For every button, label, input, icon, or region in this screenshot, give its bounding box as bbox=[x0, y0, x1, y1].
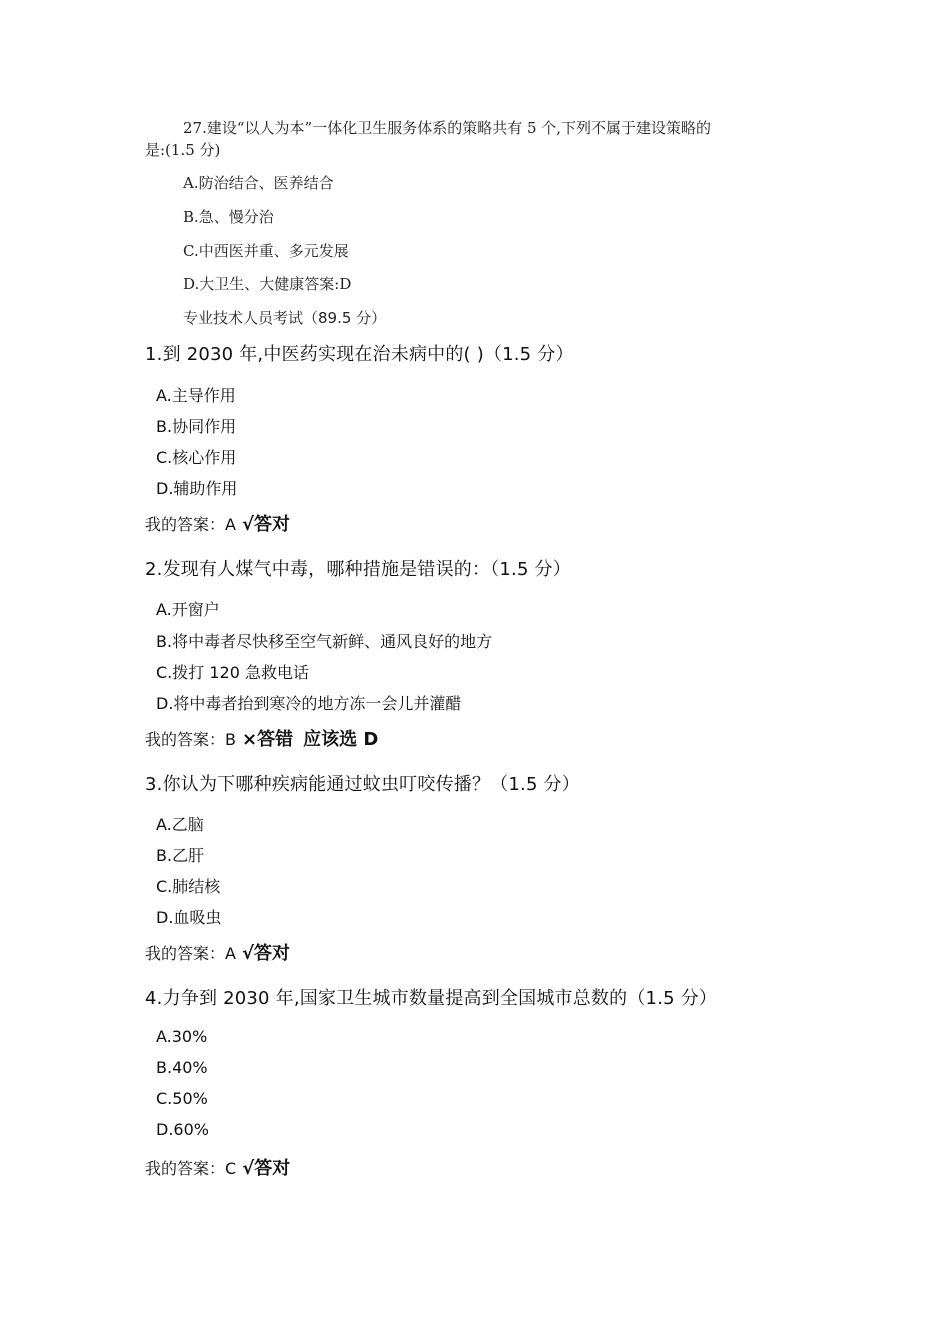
question-2-option-c: C.拨打 120 急救电话 bbox=[156, 663, 309, 682]
q27-stem-line1: 27.建设“以人为本”一体化卫生服务体系的策略共有 5 个,下列不属于建设策略的 bbox=[183, 119, 712, 137]
question-1-option-a: A.主导作用 bbox=[156, 386, 236, 405]
question-2-option-d: D.将中毒者抬到寒冷的地方冻一会儿并灌醋 bbox=[156, 694, 462, 713]
question-1-option-d: D.辅助作用 bbox=[156, 479, 238, 498]
answer-label: 我的答案：C bbox=[145, 1159, 237, 1178]
answer-label: 我的答案：A bbox=[145, 515, 236, 534]
question-3-option-a: A.乙脑 bbox=[156, 815, 204, 834]
question-3-option-b: B.乙肝 bbox=[156, 846, 205, 865]
question-3-option-d: D.血吸虫 bbox=[156, 908, 222, 927]
q27-option-c: C.中西医并重、多元发展 bbox=[183, 242, 349, 260]
question-2-option-a: A.开窗户 bbox=[156, 600, 220, 619]
correction-note: 应该选 D bbox=[303, 729, 379, 750]
q27-option-d-with-answer: D.大卫生、大健康答案:D bbox=[183, 275, 352, 293]
question-3-answer bbox=[145, 939, 290, 965]
answer-label: 我的答案：B bbox=[145, 730, 236, 749]
exam-score-header: 专业技术人员考试（89.5 分） bbox=[183, 309, 387, 327]
question-1-option-c: C.核心作用 bbox=[156, 448, 237, 467]
answer-label: 我的答案：A bbox=[145, 944, 236, 963]
question-4-option-c: C.50% bbox=[156, 1089, 208, 1108]
question-1-answer bbox=[145, 510, 290, 536]
question-1-title: 1.到 2030 年,中医药实现在治未病中的( )（1.5 分） bbox=[145, 344, 574, 365]
question-4-option-b: B.40% bbox=[156, 1058, 208, 1077]
question-3-title: 3.你认为下哪种疾病能通过蚊虫叮咬传播？（1.5 分） bbox=[145, 774, 580, 795]
question-3-option-c: C.肺结核 bbox=[156, 877, 221, 896]
question-4-option-d: D.60% bbox=[156, 1120, 209, 1139]
result-mark: √答对 bbox=[242, 1158, 291, 1179]
result-mark: ×答错 bbox=[241, 729, 294, 750]
question-1-option-b: B.协同作用 bbox=[156, 417, 237, 436]
question-4-option-a: A.30% bbox=[156, 1027, 208, 1046]
result-mark: √答对 bbox=[241, 943, 290, 964]
question-2-option-b: B.将中毒者尽快移至空气新鲜、通风良好的地方 bbox=[156, 632, 493, 651]
q27-option-a: A.防治结合、医养结合 bbox=[183, 174, 334, 192]
question-2-answer bbox=[145, 725, 378, 751]
question-4-answer bbox=[145, 1154, 290, 1180]
q27-stem-line2: 是:(1.5 分) bbox=[145, 141, 221, 159]
question-2-title: 2.发现有人煤气中毒，哪种措施是错误的：（1.5 分） bbox=[145, 559, 571, 580]
result-mark: √答对 bbox=[241, 514, 290, 535]
q27-option-b: B.急、慢分治 bbox=[183, 208, 274, 226]
question-4-title: 4.力争到 2030 年,国家卫生城市数量提高到全国城市总数的（1.5 分） bbox=[145, 988, 718, 1009]
